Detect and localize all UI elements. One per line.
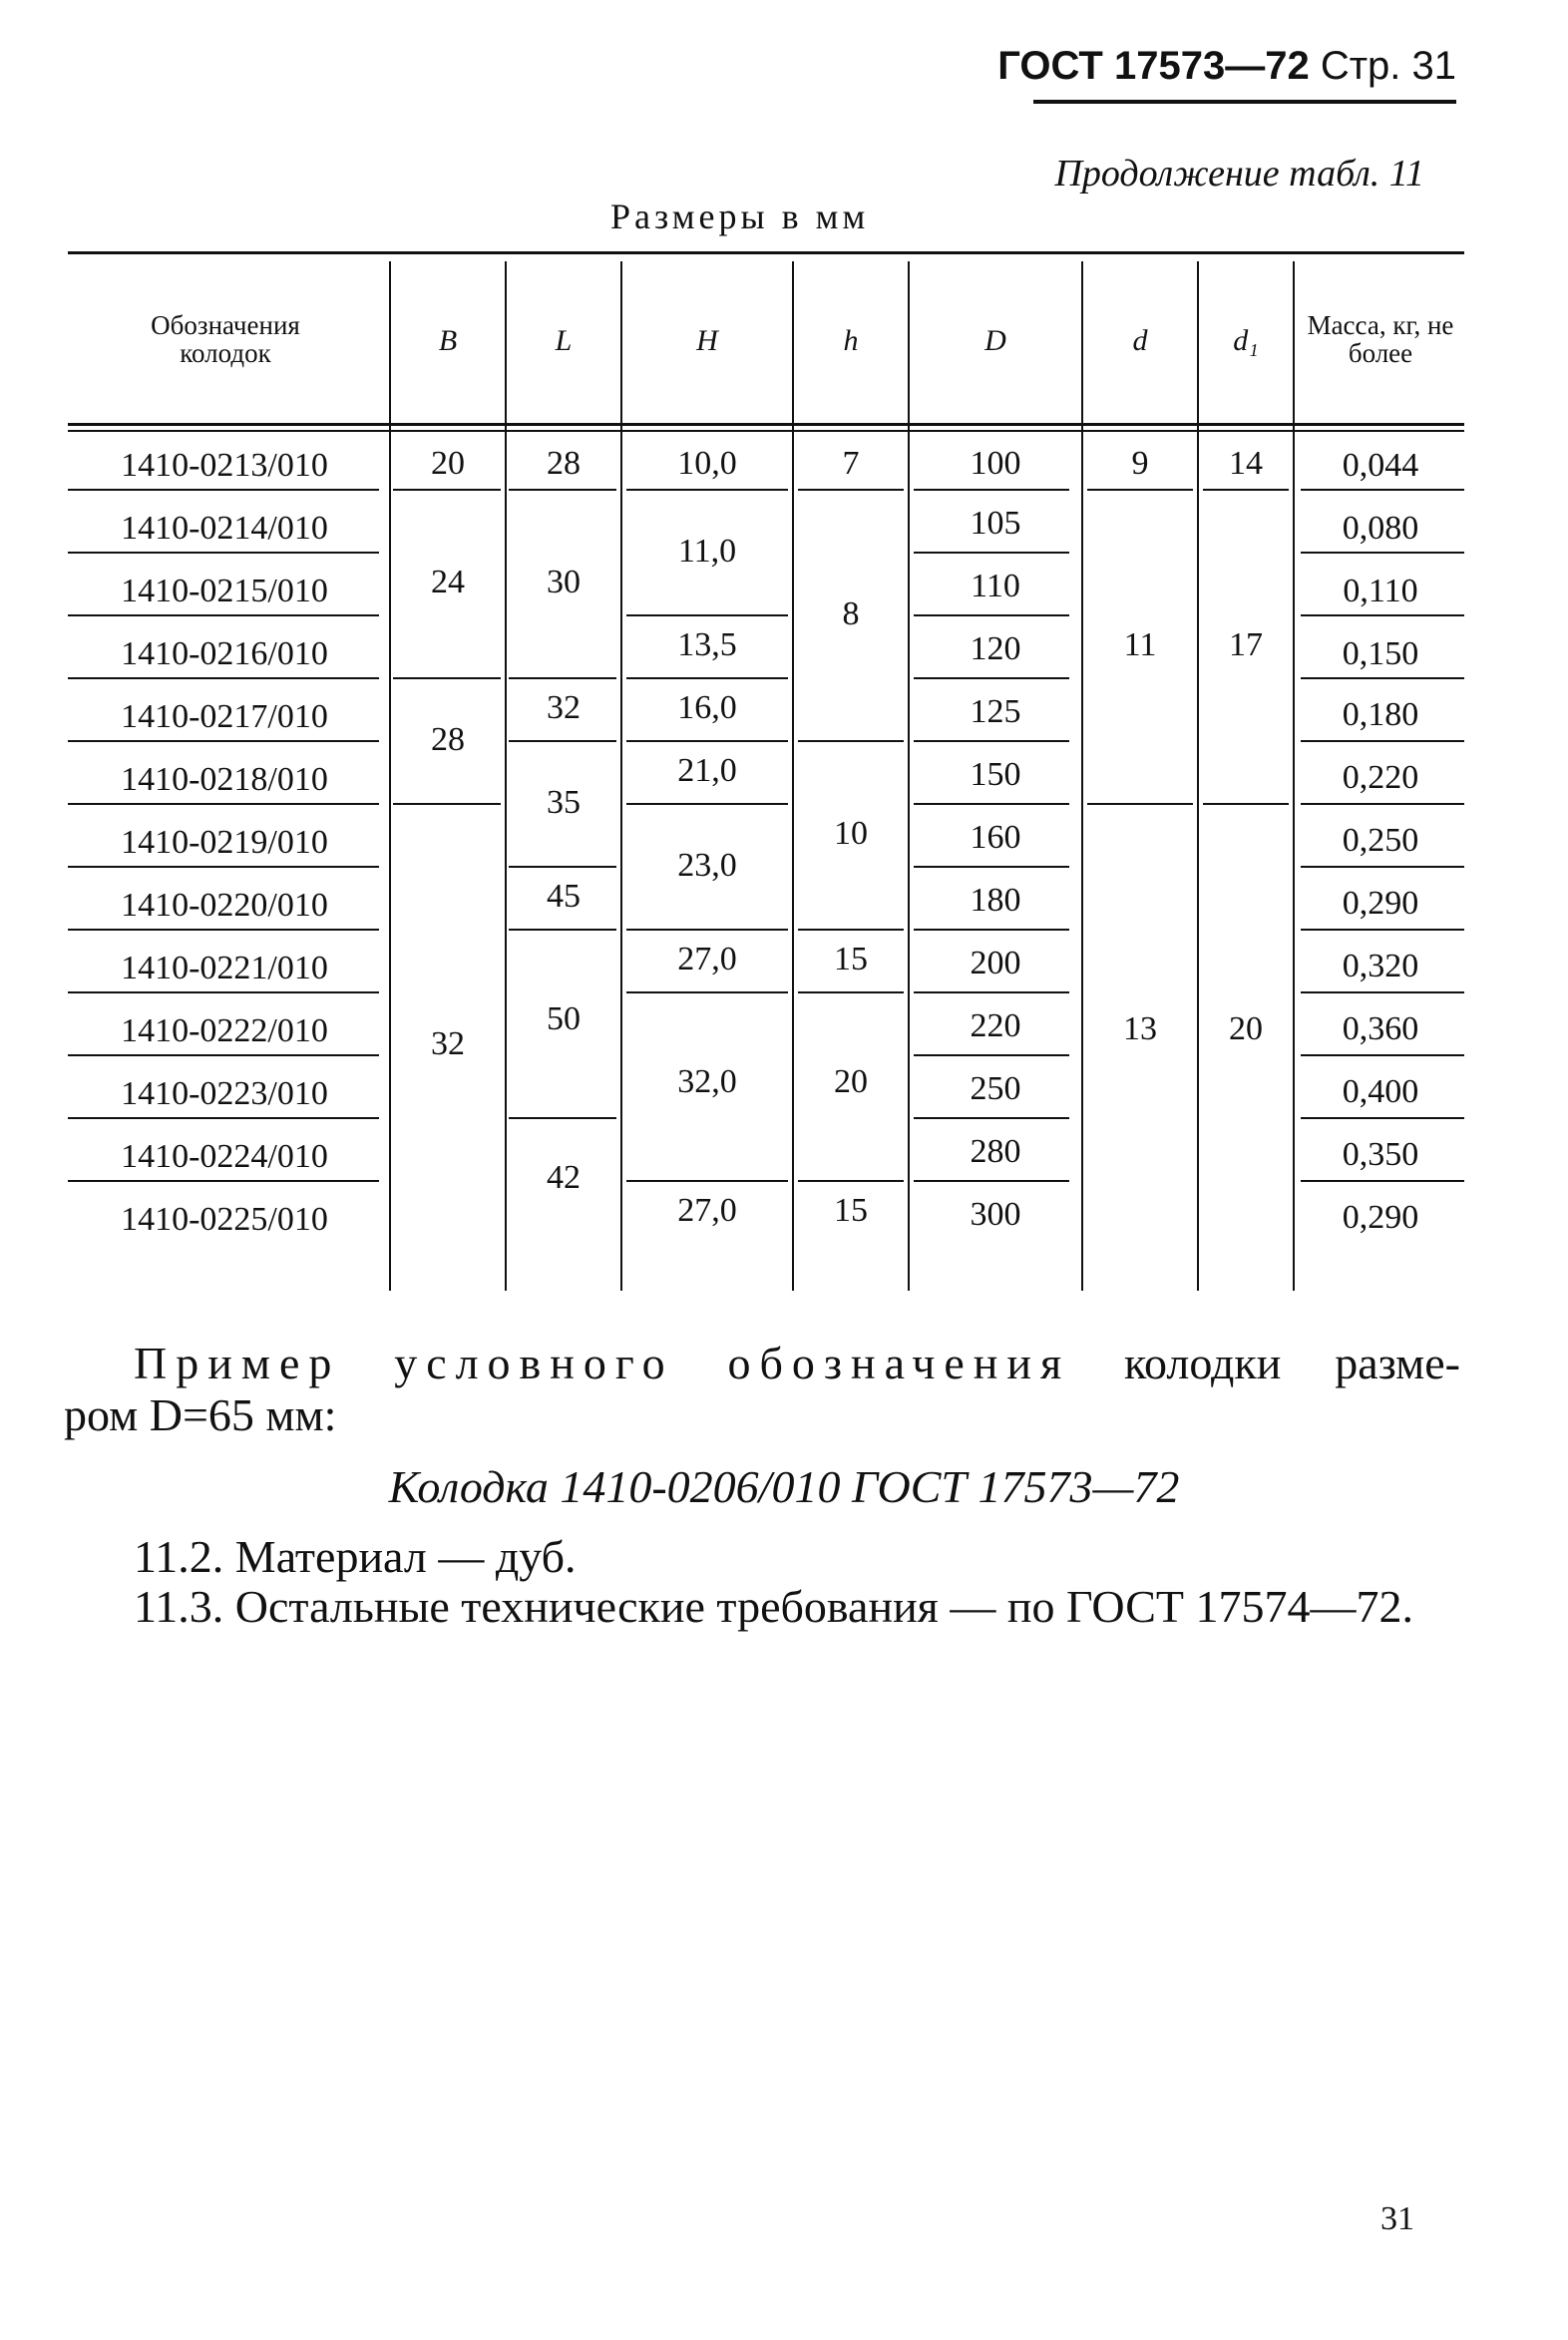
D-cell: 120 (970, 630, 1021, 667)
header-D (910, 261, 1081, 421)
D-rule (914, 929, 1069, 931)
h-cell: 20 (834, 1063, 868, 1100)
mass-rule (1301, 489, 1464, 491)
L-cell: 42 (547, 1159, 581, 1196)
designation-cell: 1410-0224/010 (121, 1138, 328, 1175)
D-rule (914, 866, 1069, 868)
d-cell: 11 (1123, 626, 1157, 663)
designation-rule (68, 866, 379, 868)
designation-cell: 1410-0214/010 (121, 510, 328, 547)
page-number: 31 (1380, 2200, 1414, 2237)
B-cell: 24 (431, 564, 465, 600)
table-continuation-label: Продолжение табл. 11 (1054, 153, 1424, 195)
L-cell: 35 (547, 784, 581, 821)
d-cell: 9 (1131, 445, 1149, 482)
D-cell: 220 (970, 1007, 1021, 1044)
clause-11-2: 11.2. Материал — дуб. (134, 1531, 577, 1582)
designation-rule (68, 740, 379, 742)
mass-rule (1301, 803, 1464, 805)
mass-rule (1301, 866, 1464, 868)
header-bottom-rule (68, 423, 1464, 426)
designation-rule (68, 1117, 379, 1119)
L-cell: 50 (547, 1000, 581, 1037)
D-rule (914, 677, 1069, 679)
D-cell: 280 (970, 1133, 1021, 1170)
designation-cell: 1410-0225/010 (121, 1201, 328, 1238)
B-cell: 32 (431, 1025, 465, 1062)
header-L (507, 261, 620, 421)
example-size-line: ром D=65 мм: (64, 1389, 337, 1440)
H-cell: 16,0 (677, 689, 737, 726)
header-H-label: H (696, 324, 718, 358)
mass-rule (1301, 1054, 1464, 1056)
h-cell: 10 (834, 815, 868, 852)
mass-rule (1301, 740, 1464, 742)
units-caption: Размеры в мм (610, 196, 870, 236)
example-word: колодки (1123, 1338, 1282, 1388)
mass-cell: 0,290 (1342, 885, 1419, 922)
designation-cell: 1410-0218/010 (121, 761, 328, 798)
designation-rule (68, 1054, 379, 1056)
mass-cell: 0,080 (1342, 510, 1419, 547)
designation-cell: 1410-0219/010 (121, 824, 328, 861)
example-word: разме- (1335, 1338, 1460, 1388)
header-mass: Масса, кг, не более (1307, 309, 1454, 368)
D-cell: 105 (970, 505, 1021, 542)
mass-cell: 0,250 (1342, 822, 1419, 859)
header-h (794, 261, 908, 421)
h-cell: 8 (842, 595, 860, 632)
h-cell: 7 (842, 445, 860, 482)
D-rule (914, 552, 1069, 554)
designation-cell: 1410-0223/010 (121, 1075, 328, 1112)
mass-cell: 0,220 (1342, 759, 1419, 796)
D-rule (914, 614, 1069, 616)
example-intro-line (134, 1337, 1460, 1389)
mass-cell: 0,400 (1342, 1073, 1419, 1110)
designation-cell: 1410-0222/010 (121, 1012, 328, 1049)
mass-cell: 0,290 (1342, 1199, 1419, 1236)
designation-cell: 1410-0215/010 (121, 573, 328, 609)
mass-rule (1301, 991, 1464, 993)
designation-cell: 1410-0221/010 (121, 950, 328, 986)
H-cell: 27,0 (677, 1192, 737, 1229)
header-B-label: B (438, 324, 458, 358)
H-cell: 23,0 (677, 847, 737, 884)
example-word: обозначения (727, 1338, 1071, 1388)
header-L-label: L (555, 324, 573, 358)
designation-rule (68, 929, 379, 931)
mass-rule (1301, 1117, 1464, 1119)
header-bottom-rule-2 (68, 430, 1464, 432)
mass-cell: 0,180 (1342, 696, 1419, 733)
H-cell: 21,0 (677, 752, 737, 789)
D-cell: 180 (970, 882, 1021, 919)
mass-cell: 0,150 (1342, 635, 1419, 672)
B-cell: 28 (431, 721, 465, 758)
designation-rule (68, 677, 379, 679)
mass-cell: 0,110 (1343, 573, 1418, 609)
mass-cell: 0,320 (1342, 948, 1419, 984)
header-h-label: h (843, 324, 859, 358)
designation-rule (68, 991, 379, 993)
D-rule (914, 489, 1069, 491)
B-cell: 20 (431, 445, 465, 482)
d1-cell: 20 (1229, 1010, 1263, 1047)
mass-rule (1301, 552, 1464, 554)
D-cell: 250 (970, 1070, 1021, 1107)
example-word: условного (394, 1338, 674, 1388)
H-cell: 32,0 (677, 1063, 737, 1100)
H-cell: 27,0 (677, 941, 737, 977)
D-rule (914, 1054, 1069, 1056)
designation-cell: 1410-0217/010 (121, 698, 328, 735)
table-top-rule (68, 251, 1464, 254)
D-rule (914, 1180, 1069, 1182)
d1-cell: 14 (1229, 445, 1263, 482)
clause-11-3: 11.3. Остальные технические требования — по ГОСТ 17574—72. (134, 1581, 1413, 1632)
L-cell: 30 (547, 564, 581, 600)
h-cell: 15 (834, 1192, 868, 1229)
designation-cell: 1410-0216/010 (121, 635, 328, 672)
designation-rule (68, 1180, 379, 1182)
mass-rule (1301, 1180, 1464, 1182)
header-standard: ГОСТ 17573—72 (997, 44, 1310, 88)
H-cell: 13,5 (677, 626, 737, 663)
D-cell: 160 (970, 819, 1021, 856)
designation-rule (68, 489, 379, 491)
D-rule (914, 803, 1069, 805)
header-H (622, 261, 792, 421)
designation-cell: 1410-0213/010 (121, 447, 328, 484)
D-cell: 300 (970, 1196, 1021, 1233)
L-cell: 45 (547, 878, 581, 915)
header-d1-label: d₁ (1233, 324, 1259, 358)
D-rule (914, 740, 1069, 742)
designation-rule (68, 614, 379, 616)
header-B (391, 261, 505, 421)
d1-cell: 17 (1229, 626, 1263, 663)
mass-rule (1301, 929, 1464, 931)
mass-cell: 0,350 (1342, 1136, 1419, 1173)
H-cell: 10,0 (677, 445, 737, 482)
L-cell: 28 (547, 445, 581, 482)
D-cell: 100 (970, 445, 1021, 482)
designation-rule (68, 803, 379, 805)
example-designation: Колодка 1410-0206/010 ГОСТ 17573—72 (388, 1461, 1180, 1512)
designation-cell: 1410-0220/010 (121, 887, 328, 924)
D-cell: 150 (970, 756, 1021, 793)
header-designation: Обозначения колодок (151, 309, 300, 368)
header-D-label: D (984, 324, 1006, 358)
H-cell: 11,0 (677, 533, 737, 570)
header-d (1083, 261, 1197, 421)
mass-cell: 0,360 (1342, 1010, 1419, 1047)
example-word: Пример (134, 1338, 341, 1388)
mass-rule (1301, 614, 1464, 616)
mass-rule (1301, 677, 1464, 679)
header-page-label: Стр. 31 (1320, 44, 1456, 88)
D-cell: 110 (971, 568, 1020, 604)
header-d-label: d (1132, 324, 1148, 358)
L-cell: 32 (547, 689, 581, 726)
header-d1 (1199, 261, 1293, 421)
D-rule (914, 991, 1069, 993)
mass-cell: 0,044 (1342, 447, 1419, 484)
D-rule (914, 1117, 1069, 1119)
D-cell: 200 (970, 945, 1021, 981)
designation-rule (68, 552, 379, 554)
h-cell: 15 (834, 941, 868, 977)
D-cell: 125 (970, 693, 1021, 730)
d-cell: 13 (1123, 1010, 1157, 1047)
